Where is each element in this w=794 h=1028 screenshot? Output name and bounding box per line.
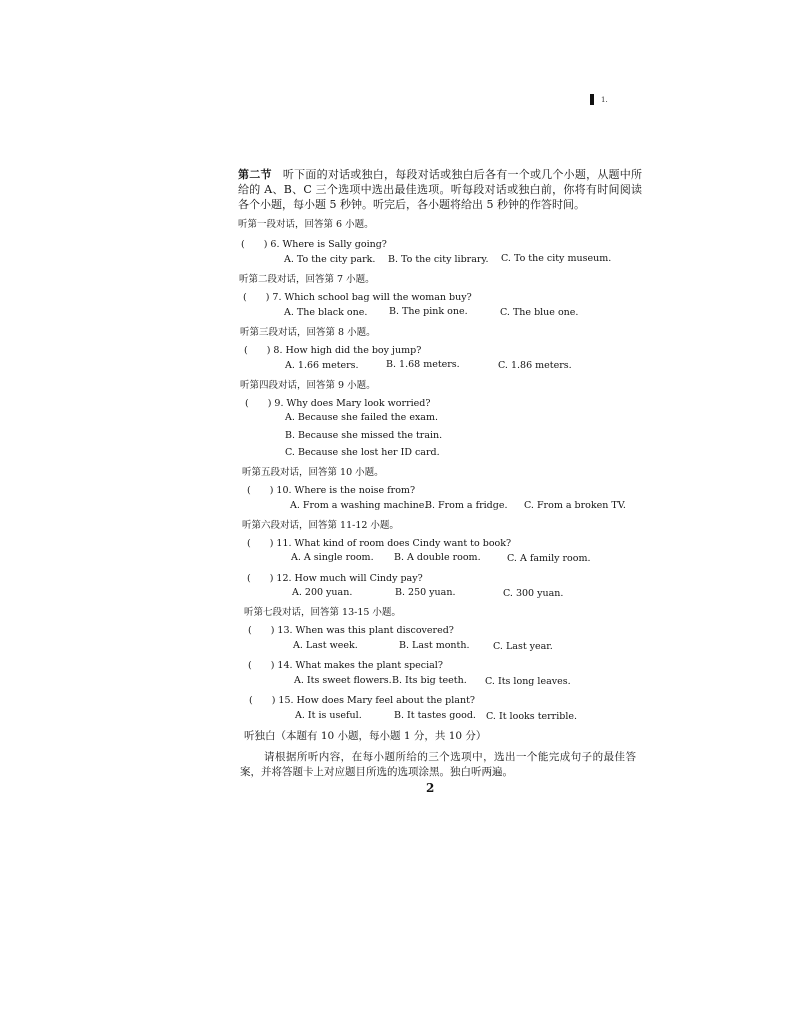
dialogue-1-heading: 听第一段对话，回答第 6 小题。 bbox=[238, 219, 374, 230]
monologue-instructions: 请根据所听内容，在每小题所给的三个选项中，选出一个能完成句子的最佳答案，并将答题卡上对应题目所选的选项涂黑。独白听两遍。 bbox=[240, 751, 636, 778]
question-13-option-c[interactable]: C. Last year. bbox=[493, 641, 553, 652]
question-12-option-b[interactable]: B. 250 yuan. bbox=[395, 587, 456, 598]
question-12-option-a[interactable]: A. 200 yuan. bbox=[292, 587, 353, 598]
question-13-option-a[interactable]: A. Last week. bbox=[293, 640, 358, 651]
question-11-option-c[interactable]: C. A family room. bbox=[507, 553, 591, 564]
question-8-stem: ( ) 8. How high did the boy jump? bbox=[244, 345, 422, 356]
question-9-option-a[interactable]: A. Because she failed the exam. bbox=[285, 412, 438, 423]
question-13-stem: ( ) 13. When was this plant discovered? bbox=[248, 625, 454, 636]
page-number: 2 bbox=[426, 781, 435, 795]
question-6-option-c[interactable]: C. To the city museum. bbox=[501, 253, 612, 264]
question-14-option-c[interactable]: C. Its long leaves. bbox=[485, 676, 571, 687]
question-12-stem: ( ) 12. How much will Cindy pay? bbox=[247, 573, 423, 584]
question-15-option-c[interactable]: C. It looks terrible. bbox=[486, 711, 578, 722]
question-13-option-b[interactable]: B. Last month. bbox=[399, 640, 470, 651]
question-9-stem: ( ) 9. Why does Mary look worried? bbox=[245, 398, 431, 409]
question-11-option-a[interactable]: A. A single room. bbox=[291, 552, 374, 563]
dialogue-3-heading: 听第三段对话，回答第 8 小题。 bbox=[240, 327, 376, 338]
question-10-option-b[interactable]: B. From a fridge. bbox=[425, 500, 508, 511]
corner-label: 1. bbox=[601, 96, 608, 104]
question-7-option-b[interactable]: B. The pink one. bbox=[389, 306, 468, 317]
question-11-stem: ( ) 11. What kind of room does Cindy want to book? bbox=[247, 538, 512, 549]
question-6-option-b[interactable]: B. To the city library. bbox=[388, 254, 489, 265]
question-6-option-a[interactable]: A. To the city park. bbox=[284, 254, 376, 265]
question-15-option-b[interactable]: B. It tastes good. bbox=[394, 710, 476, 721]
question-7-stem: ( ) 7. Which school bag will the woman buy? bbox=[243, 292, 472, 303]
dialogue-7-heading: 听第七段对话，回答第 13-15 小题。 bbox=[244, 607, 401, 618]
question-7-option-a[interactable]: A. The black one. bbox=[284, 307, 368, 318]
dialogue-5-heading: 听第五段对话，回答第 10 小题。 bbox=[242, 467, 384, 478]
question-6-stem: ( ) 6. Where is Sally going? bbox=[241, 239, 387, 250]
question-8-option-b[interactable]: B. 1.68 meters. bbox=[386, 359, 460, 370]
question-8-option-a[interactable]: A. 1.66 meters. bbox=[285, 360, 359, 371]
question-9-option-c[interactable]: C. Because she lost her ID card. bbox=[285, 447, 440, 458]
monologue-heading: 听独白（本题有 10 小题，每小题 1 分，共 10 分） bbox=[244, 730, 487, 742]
question-14-stem: ( ) 14. What makes the plant special? bbox=[248, 660, 443, 671]
question-7-option-c[interactable]: C. The blue one. bbox=[500, 307, 579, 318]
question-8-option-c[interactable]: C. 1.86 meters. bbox=[498, 360, 572, 371]
question-12-option-c[interactable]: C. 300 yuan. bbox=[503, 588, 564, 599]
question-10-stem: ( ) 10. Where is the noise from? bbox=[247, 485, 416, 496]
question-15-option-a[interactable]: A. It is useful. bbox=[295, 710, 362, 721]
dialogue-6-heading: 听第六段对话，回答第 11-12 小题。 bbox=[242, 520, 399, 531]
question-14-option-a[interactable]: A. Its sweet flowers. bbox=[294, 675, 392, 686]
question-15-stem: ( ) 15. How does Mary feel about the plant? bbox=[249, 695, 475, 706]
question-9-option-b[interactable]: B. Because she missed the train. bbox=[285, 430, 443, 441]
corner-scan-mark bbox=[590, 94, 594, 105]
section-instructions bbox=[238, 167, 642, 212]
dialogue-2-heading: 听第二段对话，回答第 7 小题。 bbox=[239, 274, 375, 285]
question-10-option-c[interactable]: C. From a broken TV. bbox=[524, 500, 626, 511]
section-title: 第二节 bbox=[238, 168, 272, 181]
question-10-option-a[interactable]: A. From a washing machine. bbox=[290, 500, 428, 511]
question-14-option-b[interactable]: B. Its big teeth. bbox=[392, 675, 467, 686]
question-11-option-b[interactable]: B. A double room. bbox=[394, 552, 481, 563]
section-instructions-text: 听下面的对话或独白，每段对话或独白后各有一个或几个小题，从题中所给的 A、B、C 三个选项中选出最佳选项。听每段对话或独白前，你将有时间阅读各个小题，每小题 5 秒钟。听完后，各小题将给出 5 秒钟的作答时间。 bbox=[238, 168, 643, 211]
dialogue-4-heading: 听第四段对话，回答第 9 小题。 bbox=[240, 380, 376, 391]
